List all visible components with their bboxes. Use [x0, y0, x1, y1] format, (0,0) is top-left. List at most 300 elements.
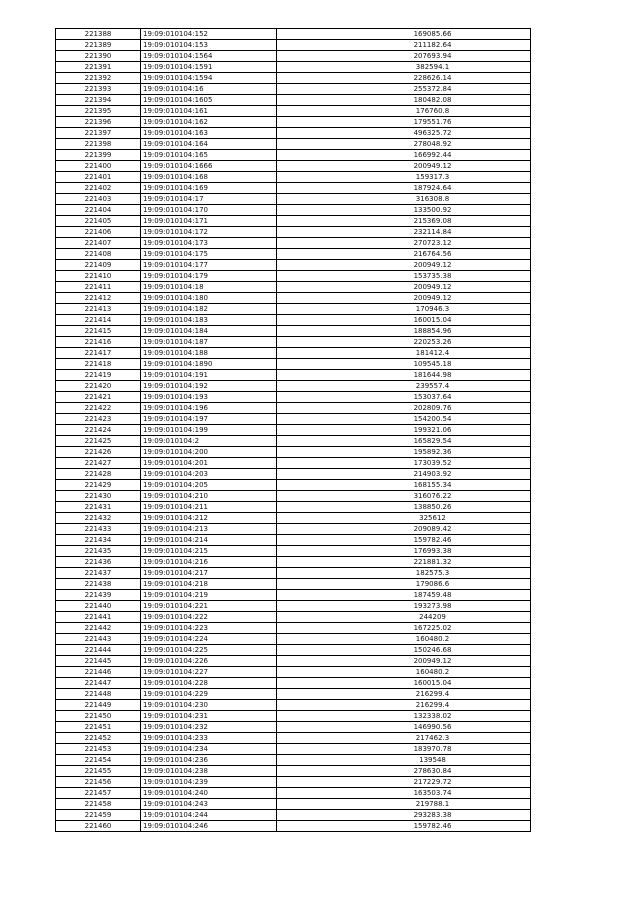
cadastral-number-text: 19:09:010104:188 — [143, 349, 208, 357]
cadastral-number-text: 19:09:010104:239 — [143, 778, 208, 786]
row-number-text: 221449 — [84, 701, 112, 709]
cadastral-number-cell — [141, 348, 277, 359]
table-row — [56, 458, 531, 469]
table-row — [56, 40, 531, 51]
cadastral-number-text: 19:09:010104:240 — [143, 789, 208, 797]
cadastral-number-text: 19:09:010104:216 — [143, 558, 208, 566]
row-number-text: 221438 — [84, 580, 112, 588]
cadastral-value-cell — [277, 623, 531, 634]
row-number-text: 221446 — [84, 668, 112, 676]
row-number-text: 221415 — [84, 327, 112, 335]
cadastral-value-text: 200949.12 — [413, 162, 452, 170]
cadastral-number-text: 19:09:010104:1605 — [143, 96, 213, 104]
cadastral-value-text: 146990.56 — [413, 723, 452, 731]
cadastral-value-text: 179086.6 — [415, 580, 450, 588]
table-row — [56, 524, 531, 535]
row-number-cell — [56, 315, 141, 326]
row-number-cell — [56, 249, 141, 260]
row-number-text: 221448 — [84, 690, 112, 698]
cadastral-value-text: 132338.02 — [413, 712, 452, 720]
table-row — [56, 62, 531, 73]
cadastral-number-cell — [141, 744, 277, 755]
cadastral-number-cell — [141, 502, 277, 513]
table-row — [56, 810, 531, 821]
table-row — [56, 271, 531, 282]
cadastral-number-cell — [141, 480, 277, 491]
row-number-cell — [56, 62, 141, 73]
row-number-cell — [56, 436, 141, 447]
table-row — [56, 128, 531, 139]
table-row — [56, 183, 531, 194]
cadastral-value-cell — [277, 249, 531, 260]
cadastral-value-text: 211182.64 — [413, 41, 452, 49]
cadastral-value-cell — [277, 645, 531, 656]
cadastral-number-text: 19:09:010104:197 — [143, 415, 208, 423]
table-row — [56, 502, 531, 513]
cadastral-value-text: 154200.54 — [413, 415, 452, 423]
cadastral-number-text: 19:09:010104:164 — [143, 140, 208, 148]
cadastral-value-text: 200949.12 — [413, 657, 452, 665]
cadastral-number-text: 19:09:010104:1666 — [143, 162, 213, 170]
row-number-cell — [56, 634, 141, 645]
cadastral-value-cell — [277, 282, 531, 293]
table-row — [56, 821, 531, 832]
row-number-cell — [56, 678, 141, 689]
cadastral-value-cell — [277, 337, 531, 348]
cadastral-number-text: 19:09:010104:219 — [143, 591, 208, 599]
row-number-text: 221432 — [84, 514, 112, 522]
table-row — [56, 73, 531, 84]
table-row — [56, 788, 531, 799]
cadastral-number-text: 19:09:010104:200 — [143, 448, 208, 456]
row-number-text: 221450 — [84, 712, 112, 720]
cadastral-number-cell — [141, 656, 277, 667]
cadastral-value-text: 187924.64 — [413, 184, 452, 192]
cadastral-value-text: 209089.42 — [413, 525, 452, 533]
cadastral-number-cell — [141, 458, 277, 469]
table-row — [56, 238, 531, 249]
table-row — [56, 304, 531, 315]
table-row — [56, 216, 531, 227]
cadastral-number-cell — [141, 106, 277, 117]
cadastral-value-cell — [277, 128, 531, 139]
cadastral-number-cell — [141, 414, 277, 425]
cadastral-number-text: 19:09:010104:224 — [143, 635, 208, 643]
row-number-cell — [56, 150, 141, 161]
cadastral-value-cell — [277, 183, 531, 194]
table-row — [56, 623, 531, 634]
cadastral-number-cell — [141, 436, 277, 447]
row-number-cell — [56, 799, 141, 810]
row-number-text: 221401 — [84, 173, 112, 181]
table-row — [56, 29, 531, 40]
cadastral-number-cell — [141, 612, 277, 623]
cadastral-number-cell — [141, 249, 277, 260]
row-number-text: 221424 — [84, 426, 112, 434]
cadastral-value-text: 228626.14 — [413, 74, 452, 82]
cadastral-number-text: 19:09:010104:236 — [143, 756, 208, 764]
cadastral-value-cell — [277, 414, 531, 425]
cadastral-value-cell — [277, 766, 531, 777]
cadastral-value-text: 153037.64 — [413, 393, 452, 401]
cadastral-value-cell — [277, 678, 531, 689]
row-number-cell — [56, 469, 141, 480]
cadastral-number-text: 19:09:010104:1890 — [143, 360, 213, 368]
cadastral-value-cell — [277, 260, 531, 271]
cadastral-value-cell — [277, 700, 531, 711]
cadastral-number-text: 19:09:010104:229 — [143, 690, 208, 698]
cadastral-value-text: 138850.26 — [413, 503, 452, 511]
cadastral-value-text: 202809.76 — [413, 404, 452, 412]
table-row — [56, 733, 531, 744]
cadastral-value-text: 153735.38 — [413, 272, 452, 280]
cadastral-value-cell — [277, 106, 531, 117]
table-row — [56, 711, 531, 722]
cadastral-value-text: 270723.12 — [413, 239, 452, 247]
table-row — [56, 557, 531, 568]
cadastral-value-text: 316308.8 — [415, 195, 450, 203]
cadastral-value-cell — [277, 755, 531, 766]
table-row — [56, 260, 531, 271]
cadastral-number-cell — [141, 84, 277, 95]
cadastral-value-cell — [277, 535, 531, 546]
cadastral-number-text: 19:09:010104:203 — [143, 470, 208, 478]
cadastral-value-text: 217229.72 — [413, 778, 452, 786]
cadastral-number-text: 19:09:010104:226 — [143, 657, 208, 665]
cadastral-number-cell — [141, 172, 277, 183]
row-number-cell — [56, 73, 141, 84]
cadastral-number-cell — [141, 513, 277, 524]
cadastral-number-text: 19:09:010104:152 — [143, 30, 208, 38]
cadastral-value-text: 216299.4 — [415, 701, 450, 709]
row-number-text: 221447 — [84, 679, 112, 687]
cadastral-number-cell — [141, 392, 277, 403]
table-row — [56, 161, 531, 172]
cadastral-value-text: 183970.78 — [413, 745, 452, 753]
cadastral-value-text: 150246.68 — [413, 646, 452, 654]
cadastral-number-cell — [141, 524, 277, 535]
row-number-text: 221406 — [84, 228, 112, 236]
row-number-text: 221423 — [84, 415, 112, 423]
row-number-text: 221454 — [84, 756, 112, 764]
row-number-text: 221442 — [84, 624, 112, 632]
row-number-text: 221414 — [84, 316, 112, 324]
cadastral-number-cell — [141, 590, 277, 601]
cadastral-number-cell — [141, 733, 277, 744]
table-row — [56, 590, 531, 601]
row-number-text: 221441 — [84, 613, 112, 621]
table-row — [56, 447, 531, 458]
cadastral-value-text: 255372.84 — [413, 85, 452, 93]
table-row — [56, 95, 531, 106]
cadastral-number-cell — [141, 546, 277, 557]
row-number-cell — [56, 161, 141, 172]
cadastral-number-cell — [141, 205, 277, 216]
cadastral-value-text: 216764.56 — [413, 250, 452, 258]
table-row — [56, 469, 531, 480]
cadastral-number-text: 19:09:010104:169 — [143, 184, 208, 192]
row-number-cell — [56, 293, 141, 304]
cadastral-value-cell — [277, 502, 531, 513]
row-number-text: 221460 — [84, 822, 112, 830]
cadastral-value-cell — [277, 293, 531, 304]
cadastral-value-text: 169085.66 — [413, 30, 452, 38]
cadastral-value-text: 170946.3 — [415, 305, 450, 313]
cadastral-value-cell — [277, 634, 531, 645]
cadastral-value-text: 200949.12 — [413, 294, 452, 302]
table-row — [56, 51, 531, 62]
cadastral-number-text: 19:09:010104:234 — [143, 745, 208, 753]
cadastral-number-text: 19:09:010104:183 — [143, 316, 208, 324]
cadastral-value-cell — [277, 568, 531, 579]
row-number-text: 221390 — [84, 52, 112, 60]
table-row — [56, 381, 531, 392]
cadastral-value-text: 219788.1 — [415, 800, 450, 808]
row-number-cell — [56, 711, 141, 722]
cadastral-number-cell — [141, 337, 277, 348]
row-number-text: 221395 — [84, 107, 112, 115]
row-number-cell — [56, 227, 141, 238]
row-number-cell — [56, 29, 141, 40]
row-number-cell — [56, 392, 141, 403]
row-number-cell — [56, 656, 141, 667]
cadastral-number-cell — [141, 568, 277, 579]
cadastral-value-text: 278048.92 — [413, 140, 452, 148]
cadastral-number-cell — [141, 62, 277, 73]
cadastral-value-text: 173039.52 — [413, 459, 452, 467]
cadastral-value-text: 176993.38 — [413, 547, 452, 555]
cadastral-value-text: 160015.04 — [413, 679, 452, 687]
cadastral-number-cell — [141, 667, 277, 678]
row-number-text: 221431 — [84, 503, 112, 511]
row-number-text: 221444 — [84, 646, 112, 654]
cadastral-value-table — [55, 28, 531, 832]
cadastral-number-text: 19:09:010104:227 — [143, 668, 208, 676]
row-number-cell — [56, 579, 141, 590]
cadastral-number-text: 19:09:010104:168 — [143, 173, 208, 181]
row-number-cell — [56, 480, 141, 491]
cadastral-value-text: 179551.76 — [413, 118, 452, 126]
cadastral-value-cell — [277, 205, 531, 216]
row-number-text: 221396 — [84, 118, 112, 126]
cadastral-value-cell — [277, 271, 531, 282]
cadastral-value-text: 133500.92 — [413, 206, 452, 214]
cadastral-value-cell — [277, 359, 531, 370]
row-number-cell — [56, 546, 141, 557]
row-number-cell — [56, 359, 141, 370]
cadastral-number-text: 19:09:010104:231 — [143, 712, 208, 720]
cadastral-number-cell — [141, 579, 277, 590]
row-number-text: 221425 — [84, 437, 112, 445]
row-number-cell — [56, 194, 141, 205]
row-number-cell — [56, 601, 141, 612]
row-number-text: 221430 — [84, 492, 112, 500]
cadastral-value-cell — [277, 436, 531, 447]
cadastral-number-text: 19:09:010104:218 — [143, 580, 208, 588]
row-number-text: 221412 — [84, 294, 112, 302]
cadastral-number-text: 19:09:010104:193 — [143, 393, 208, 401]
cadastral-number-cell — [141, 766, 277, 777]
cadastral-value-text: 496325.72 — [413, 129, 452, 137]
cadastral-number-cell — [141, 645, 277, 656]
row-number-cell — [56, 491, 141, 502]
cadastral-value-text: 200949.12 — [413, 283, 452, 291]
cadastral-number-text: 19:09:010104:177 — [143, 261, 208, 269]
row-number-text: 221419 — [84, 371, 112, 379]
cadastral-number-text: 19:09:010104:214 — [143, 536, 208, 544]
row-number-text: 221397 — [84, 129, 112, 137]
cadastral-value-cell — [277, 711, 531, 722]
cadastral-number-cell — [141, 678, 277, 689]
cadastral-value-text: 182575.3 — [415, 569, 450, 577]
row-number-text: 221436 — [84, 558, 112, 566]
cadastral-value-cell — [277, 447, 531, 458]
table-row — [56, 656, 531, 667]
row-number-text: 221435 — [84, 547, 112, 555]
cadastral-value-cell — [277, 84, 531, 95]
row-number-text: 221394 — [84, 96, 112, 104]
table-row — [56, 172, 531, 183]
cadastral-value-cell — [277, 29, 531, 40]
row-number-cell — [56, 755, 141, 766]
cadastral-value-cell — [277, 403, 531, 414]
table-row — [56, 777, 531, 788]
row-number-text: 221427 — [84, 459, 112, 467]
table-row — [56, 667, 531, 678]
row-number-text: 221411 — [84, 283, 112, 291]
row-number-cell — [56, 447, 141, 458]
cadastral-value-cell — [277, 62, 531, 73]
row-number-cell — [56, 645, 141, 656]
row-number-cell — [56, 205, 141, 216]
cadastral-number-cell — [141, 425, 277, 436]
cadastral-number-cell — [141, 128, 277, 139]
cadastral-number-text: 19:09:010104:232 — [143, 723, 208, 731]
cadastral-number-text: 19:09:010104:228 — [143, 679, 208, 687]
cadastral-number-text: 19:09:010104:175 — [143, 250, 208, 258]
table-row — [56, 84, 531, 95]
cadastral-number-text: 19:09:010104:170 — [143, 206, 208, 214]
row-number-cell — [56, 172, 141, 183]
row-number-cell — [56, 623, 141, 634]
cadastral-number-cell — [141, 117, 277, 128]
cadastral-value-cell — [277, 370, 531, 381]
cadastral-number-cell — [141, 447, 277, 458]
cadastral-value-text: 160480.2 — [415, 635, 450, 643]
row-number-cell — [56, 689, 141, 700]
table-row — [56, 326, 531, 337]
cadastral-value-text: 159782.46 — [413, 536, 452, 544]
cadastral-number-text: 19:09:010104:179 — [143, 272, 208, 280]
row-number-text: 221443 — [84, 635, 112, 643]
cadastral-number-cell — [141, 403, 277, 414]
cadastral-number-text: 19:09:010104:18 — [143, 283, 204, 291]
cadastral-number-cell — [141, 381, 277, 392]
cadastral-value-text: 221881.32 — [413, 558, 452, 566]
row-number-cell — [56, 84, 141, 95]
cadastral-value-cell — [277, 40, 531, 51]
table-row — [56, 601, 531, 612]
row-number-cell — [56, 370, 141, 381]
cadastral-value-text: 165829.54 — [413, 437, 452, 445]
row-number-text: 221428 — [84, 470, 112, 478]
cadastral-value-cell — [277, 139, 531, 150]
cadastral-value-text: 160480.2 — [415, 668, 450, 676]
cadastral-number-text: 19:09:010104:187 — [143, 338, 208, 346]
cadastral-number-text: 19:09:010104:212 — [143, 514, 208, 522]
cadastral-value-text: 214903.92 — [413, 470, 452, 478]
row-number-cell — [56, 238, 141, 249]
row-number-text: 221393 — [84, 85, 112, 93]
cadastral-value-cell — [277, 524, 531, 535]
cadastral-number-text: 19:09:010104:246 — [143, 822, 208, 830]
cadastral-number-cell — [141, 777, 277, 788]
row-number-cell — [56, 282, 141, 293]
row-number-cell — [56, 590, 141, 601]
table-row — [56, 436, 531, 447]
row-number-cell — [56, 326, 141, 337]
cadastral-number-cell — [141, 304, 277, 315]
cadastral-number-cell — [141, 161, 277, 172]
row-number-cell — [56, 667, 141, 678]
cadastral-value-cell — [277, 238, 531, 249]
row-number-cell — [56, 733, 141, 744]
cadastral-number-text: 19:09:010104:201 — [143, 459, 208, 467]
cadastral-number-cell — [141, 216, 277, 227]
row-number-text: 221451 — [84, 723, 112, 731]
table-row — [56, 579, 531, 590]
cadastral-value-cell — [277, 744, 531, 755]
row-number-text: 221405 — [84, 217, 112, 225]
cadastral-value-text: 200949.12 — [413, 261, 452, 269]
row-number-text: 221440 — [84, 602, 112, 610]
table-row — [56, 645, 531, 656]
row-number-cell — [56, 524, 141, 535]
cadastral-value-cell — [277, 304, 531, 315]
table-row — [56, 480, 531, 491]
cadastral-value-cell — [277, 788, 531, 799]
cadastral-value-text: 217462.3 — [415, 734, 450, 742]
table-row — [56, 700, 531, 711]
cadastral-number-text: 19:09:010104:1594 — [143, 74, 213, 82]
row-number-text: 221410 — [84, 272, 112, 280]
row-number-cell — [56, 260, 141, 271]
row-number-text: 221402 — [84, 184, 112, 192]
cadastral-number-cell — [141, 194, 277, 205]
cadastral-number-text: 19:09:010104:244 — [143, 811, 208, 819]
cadastral-value-text: 167225.02 — [413, 624, 452, 632]
cadastral-value-cell — [277, 172, 531, 183]
row-number-text: 221439 — [84, 591, 112, 599]
cadastral-number-text: 19:09:010104:163 — [143, 129, 208, 137]
table-row — [56, 348, 531, 359]
row-number-text: 221416 — [84, 338, 112, 346]
row-number-cell — [56, 139, 141, 150]
row-number-text: 221409 — [84, 261, 112, 269]
cadastral-number-text: 19:09:010104:153 — [143, 41, 208, 49]
cadastral-value-text: 216299.4 — [415, 690, 450, 698]
cadastral-value-cell — [277, 458, 531, 469]
cadastral-number-cell — [141, 326, 277, 337]
row-number-cell — [56, 337, 141, 348]
cadastral-number-cell — [141, 260, 277, 271]
cadastral-number-cell — [141, 95, 277, 106]
cadastral-number-cell — [141, 623, 277, 634]
row-number-text: 221455 — [84, 767, 112, 775]
cadastral-number-cell — [141, 315, 277, 326]
row-number-text: 221421 — [84, 393, 112, 401]
table-row — [56, 546, 531, 557]
